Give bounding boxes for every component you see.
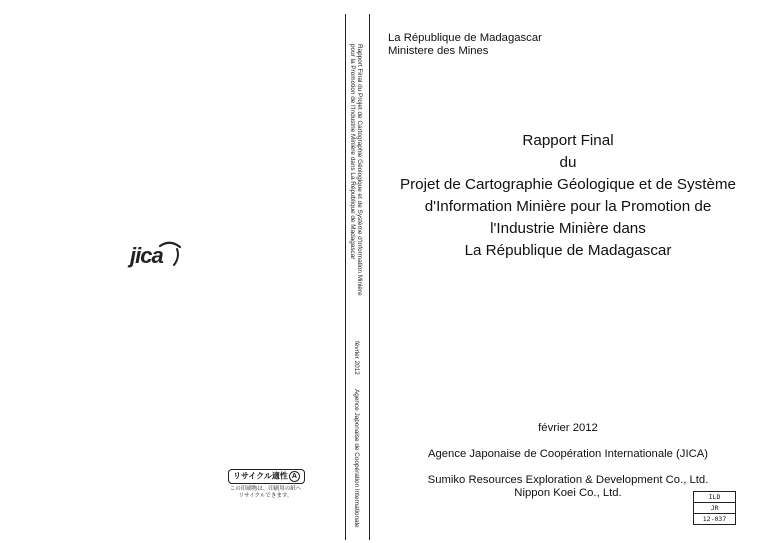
recycle-label: リサイクル適性 — [233, 472, 288, 481]
recycle-note-line-2: リサイクルできます。 — [238, 493, 293, 500]
recycle-note — [228, 486, 303, 500]
report-title-line: La République de Madagascar — [464, 242, 672, 259]
report-code-cell: 12-037 — [702, 515, 727, 523]
jica-logo — [130, 237, 184, 273]
report-title-line: l'Industrie Minière dans — [490, 220, 646, 237]
recycle-note-line-1: この印刷物は、印刷用の紙へ — [229, 486, 302, 493]
recycle-mark — [228, 466, 303, 500]
issuing-authority — [388, 32, 542, 58]
spine-date: février 2012 — [353, 341, 360, 375]
report-title-line: d'Information Minière pour la Promotion de — [424, 198, 712, 215]
spine — [345, 14, 370, 540]
report-date: février 2012 — [538, 422, 598, 434]
report-title-line: Rapport Final — [522, 132, 614, 149]
front-cover — [368, 0, 768, 543]
report-title-line: du — [559, 154, 577, 171]
republic-name: La République de Madagascar — [388, 32, 542, 44]
company-name: Sumiko Resources Exploration & Development Co., Ltd. — [427, 474, 709, 486]
report-code-box — [693, 491, 736, 525]
jica-logo-text: jica — [130, 243, 163, 268]
back-cover — [0, 0, 345, 543]
recycle-label-box — [228, 469, 305, 484]
report-code-cell: JR — [694, 503, 735, 514]
report-code-cell: ILD — [694, 492, 735, 503]
agency-name: Agence Japonaise de Coopération Internationale (JICA) — [427, 448, 709, 460]
recycle-grade-badge: A — [289, 471, 300, 482]
spine-title-line-2: pour la Promotion de l'Industrie Minière dans La République de Madagascar — [349, 44, 356, 260]
spine-agency: Agence Japonaise de Coopération Internationale — [353, 389, 360, 528]
company-name: Nippon Koei Co., Ltd. — [514, 487, 622, 499]
ministry-name: Ministere des Mines — [388, 45, 489, 57]
spine-title — [349, 44, 363, 296]
spine-title-line-1: Rapport Final du Projet de Cartographie Géologique et de Système d'Information Minière — [356, 44, 363, 296]
report-title-line: Projet de Cartographie Géologique et de Système — [399, 176, 737, 193]
report-title — [368, 130, 768, 262]
